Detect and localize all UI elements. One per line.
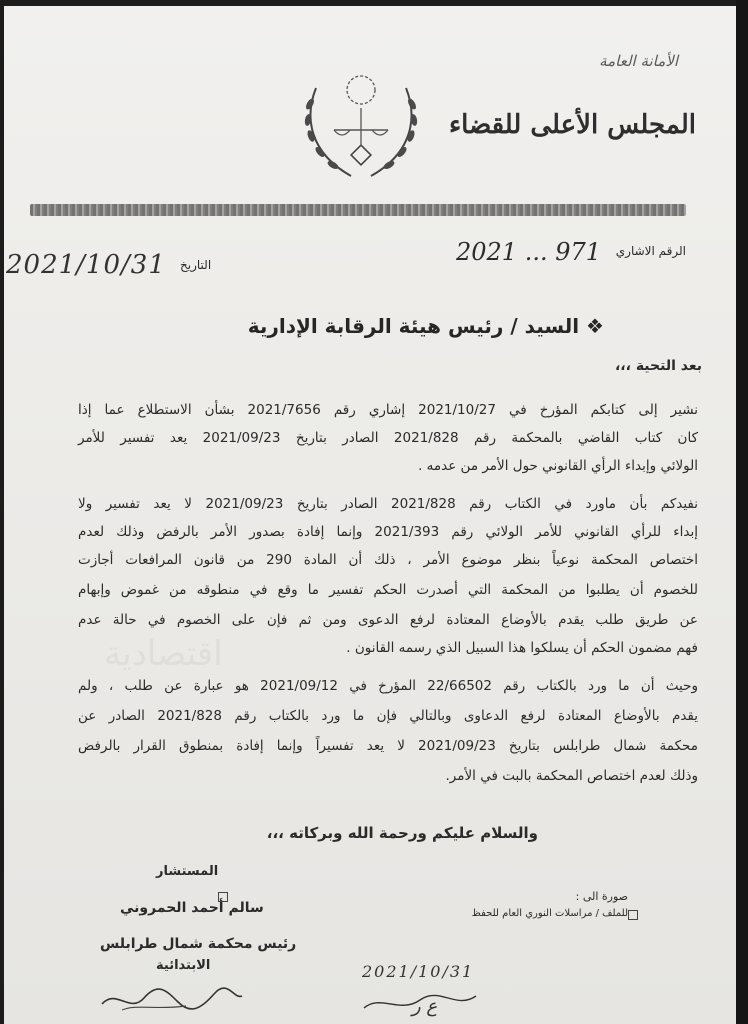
body-line: الولائي وإبداء الرأي القانوني حول الأمر من عدمه .	[418, 458, 698, 474]
signer-title: المستشار	[156, 864, 219, 879]
body-line: وذلك لعدم اختصاص المحكمة بالبت في الأمر.	[445, 768, 698, 784]
body-line: للخصوم أن يطلبوا من المحكمة التي أصدرت الحكم تفسير ما وقع في منطوقه من غموض وإبهام	[78, 582, 698, 598]
body-line: كان كتاب القاضي بالمحكمة رقم 2021/828 الصادر بتاريخ 2021/09/23 يعد تفسير للأمر	[78, 430, 699, 446]
addressee: ❖ السيد / رئيس هيئة الرقابة الإدارية	[247, 314, 604, 338]
initials-scribble	[360, 988, 480, 1018]
body-line: وحيث أن ما ورد بالكتاب رقم 22/66502 المؤرخ في 2021/09/12 هو عبارة عن طلب ، ولم	[78, 678, 698, 694]
date-handwritten-bottom: 2021/10/31	[362, 962, 475, 981]
body-line: نفيدكم بأن ماورد في الكتاب رقم 2021/828 الصادر بتاريخ 2021/09/23 لا يعد تفسير ولا	[78, 496, 699, 512]
document-page	[4, 6, 736, 1024]
checkbox-icon	[218, 892, 228, 902]
copies-line-1: صورة الى :	[575, 890, 628, 903]
header-divider	[30, 204, 686, 216]
body-line: فهم مضمون الحكم أن يسلكوا هذا السبيل الذي رسمه القانون .	[346, 640, 698, 656]
signer-position: رئيس محكمة شمال طرابلس	[100, 936, 297, 952]
ref-value: 2021 ... 971	[456, 238, 602, 266]
dark-border	[736, 0, 748, 1024]
date-handwritten: 2021/10/31	[6, 250, 166, 280]
body-line: نشير إلى كتابكم المؤرخ في 2021/10/27 إشاري رقم 2021/7656 بشأن الاستطلاع عما إذا	[78, 402, 699, 418]
date-label: التاريخ	[180, 258, 212, 272]
body-line: عن طريق طلب يقدم بالأوضاع المعتادة لرفع الدعوى ومن ثم فإن على الخصوم في حالة عدم	[78, 612, 698, 628]
watermark: اقتصادية	[104, 634, 223, 674]
stamp-text: الأمانة العامة	[599, 52, 678, 70]
body-line: اختصاص المحكمة نوعياً بنظر موضوع الأمر ، ذلك أن المادة 290 من قانون المرافعات أجازت	[78, 552, 699, 568]
emblem-wreath-icon	[296, 68, 426, 188]
closing: والسلام عليكم ورحمة الله وبركاته ،،،	[266, 824, 538, 842]
handwritten-signature	[96, 980, 246, 1020]
checkbox-icon	[628, 910, 638, 920]
body-line: يقدم بالأوضاع المعتادة لرفع الدعاوى وبالتالي فإن ما ورد بالكتاب رقم 2021/828 الصادر عن	[78, 708, 698, 724]
body-line: إبداء للرأي القانوني للأمر الولائي رقم 2021/393 وإنما إفادة بصدور الأمر بالرفض وذلك لعدم	[78, 524, 698, 540]
copies-line-2: للملف / مراسلات النوري العام للحفظ	[471, 908, 628, 919]
handwritten-initials: ع ر	[412, 996, 438, 1017]
body-line: محكمة شمال طرابلس بتاريخ 2021/09/23 لا يعد تفسيراً وإنما إفادة بمنطوق القرار بالرفض	[78, 738, 699, 754]
council-name: المجلس الأعلى للقضاء	[448, 110, 696, 140]
signer-name: سالم أحمد الحمروني	[120, 900, 264, 916]
signer-position-2: الابتدائية	[156, 958, 211, 973]
greeting: بعد التحية ،،،	[614, 358, 702, 374]
ref-label: الرقم الاشاري	[615, 244, 686, 258]
